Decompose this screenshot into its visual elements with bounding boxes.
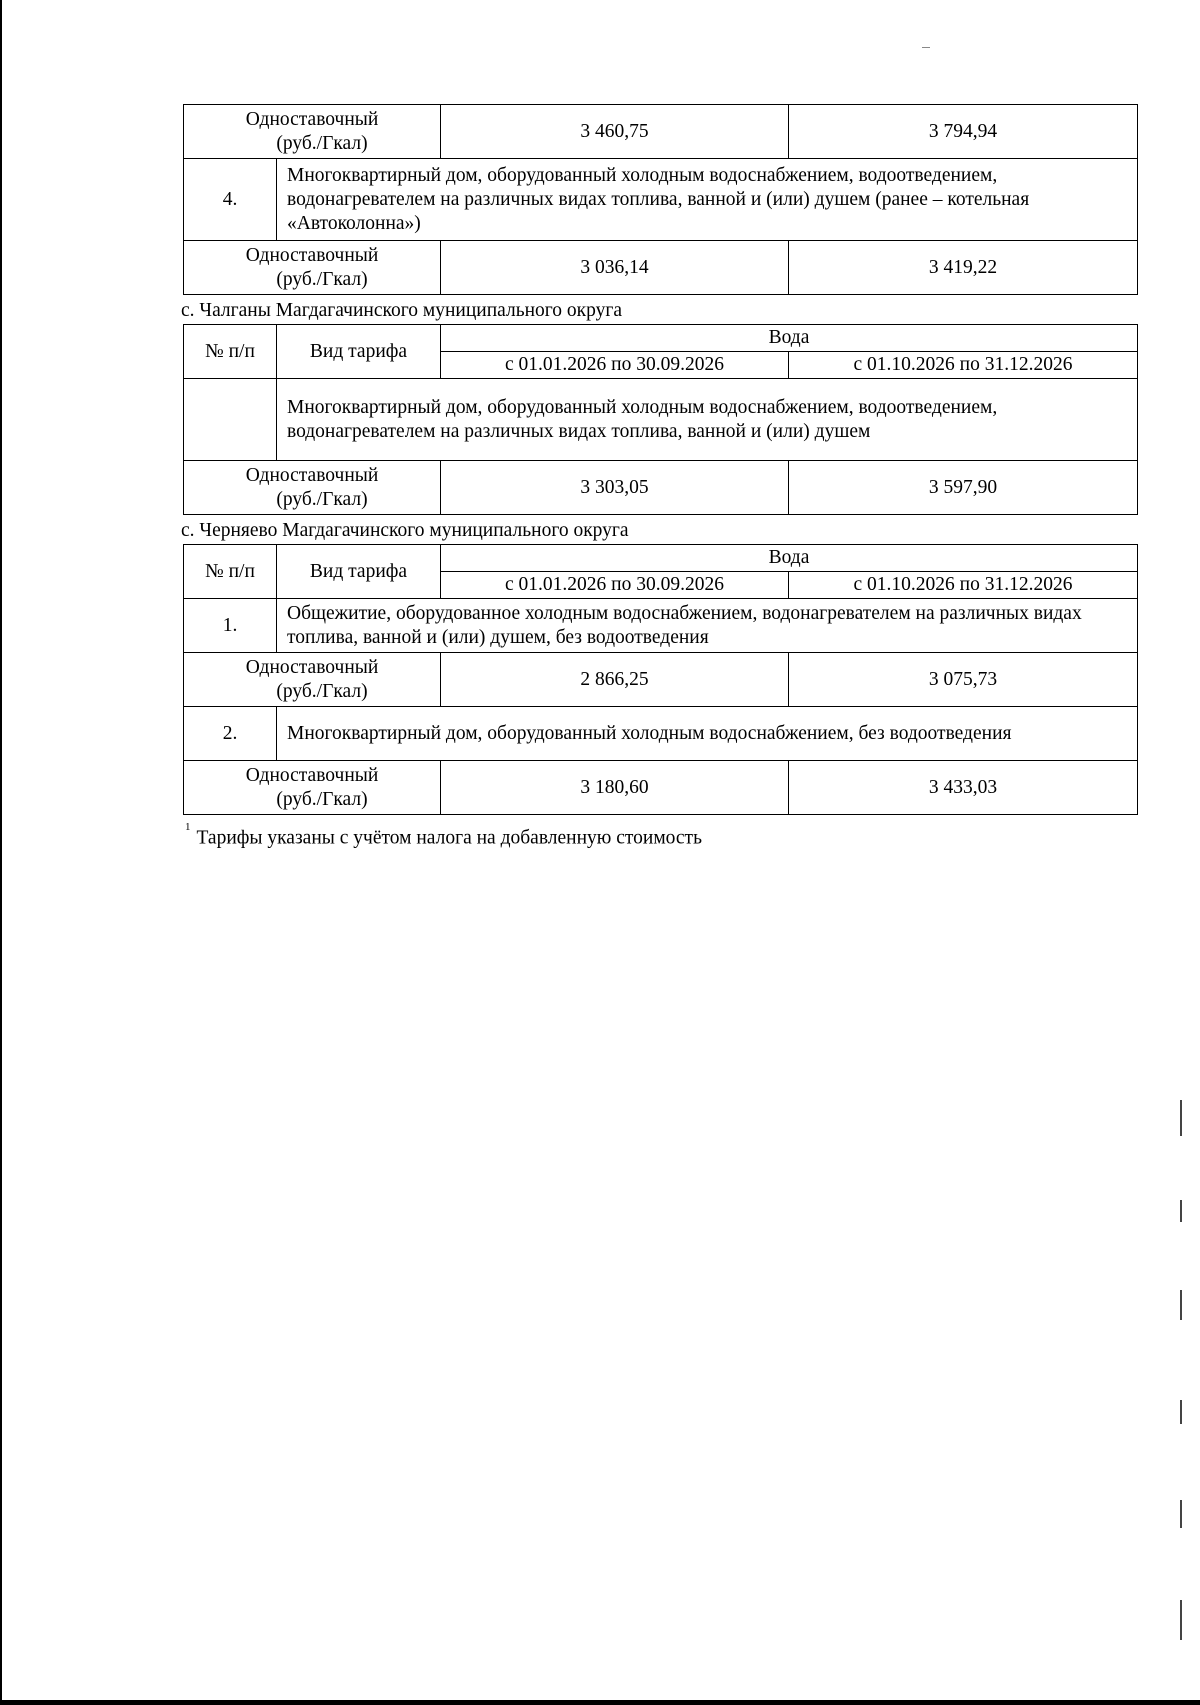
tariff-unit-label: (руб./Гкал)	[276, 788, 368, 810]
table-row	[184, 105, 1138, 159]
header-period2: с 01.10.2026 по 31.12.2026	[789, 572, 1138, 599]
footnote-marker: 1	[185, 821, 191, 833]
header-water: Вода	[441, 545, 1138, 572]
table-row	[184, 379, 1138, 461]
footnote-text: Тарифы указаны с учётом налога на добавленную стоимость	[196, 827, 702, 849]
tariff-value-period2: 3 433,03	[789, 761, 1138, 815]
tariff-value-period1: 3 036,14	[441, 241, 789, 295]
settlement-title: с. Чалганы Магдагачинского муниципального округа	[181, 300, 623, 321]
consumer-category: Общежитие, оборудованное холодным водоснабжением, водонагревателем на различных видах топлива, ванной и (или) душем, без водоотведения	[277, 599, 1138, 653]
tariff-type-label: Одноставочный	[245, 464, 379, 486]
header-period2: с 01.10.2026 по 31.12.2026	[789, 352, 1138, 379]
scan-edge-mark	[1180, 1290, 1182, 1320]
consumer-category: Многоквартирный дом, оборудованный холодным водоснабжением, водоотведением, водонагревателем на различных видах топлива, ванной и (или) душем	[277, 379, 1138, 461]
tariff-type-cell	[184, 761, 441, 815]
row-number	[184, 379, 277, 461]
scan-edge-mark	[1180, 1100, 1182, 1136]
table-header-row	[184, 545, 1138, 572]
tariff-type-cell	[184, 105, 441, 159]
tariff-type-cell	[184, 461, 441, 515]
row-number: 4.	[184, 159, 277, 241]
tariff-type-label: Одноставочный	[245, 656, 379, 678]
table-row	[184, 761, 1138, 815]
header-number: № п/п	[184, 325, 277, 379]
tariff-value-period2: 3 075,73	[789, 653, 1138, 707]
tariff-type-label: Одноставочный	[245, 108, 379, 130]
table-row	[184, 599, 1138, 653]
tariff-unit-label: (руб./Гкал)	[276, 132, 368, 154]
tariff-value-period1: 3 180,60	[441, 761, 789, 815]
scan-speck	[922, 47, 930, 48]
table-row	[184, 159, 1138, 241]
scan-edge-mark	[1180, 1200, 1182, 1222]
header-tariff-kind: Вид тарифа	[277, 325, 441, 379]
header-number: № п/п	[184, 545, 277, 599]
tariff-value-period2: 3 794,94	[789, 105, 1138, 159]
row-number: 2.	[184, 707, 277, 761]
tariff-type-label: Одноставочный	[245, 244, 379, 266]
tariff-unit-label: (руб./Гкал)	[276, 488, 368, 510]
tariff-type-cell	[184, 653, 441, 707]
tariff-value-period1: 2 866,25	[441, 653, 789, 707]
row-number: 1.	[184, 599, 277, 653]
tariff-unit-label: (руб./Гкал)	[276, 268, 368, 290]
table-row	[184, 653, 1138, 707]
consumer-category: Многоквартирный дом, оборудованный холодным водоснабжением, без водоотведения	[277, 707, 1138, 761]
footnote	[185, 822, 702, 850]
tariff-table-chernyaevo	[183, 544, 1138, 815]
header-period1: с 01.01.2026 по 30.09.2026	[441, 572, 789, 599]
header-water: Вода	[441, 325, 1138, 352]
scan-edge-mark	[1180, 1500, 1182, 1528]
table-row	[184, 707, 1138, 761]
tariff-type-label: Одноставочный	[245, 764, 379, 786]
settlement-title: с. Черняево Магдагачинского муниципального округа	[181, 520, 629, 541]
tariff-type-cell	[184, 241, 441, 295]
scan-edge-mark	[1180, 1600, 1182, 1640]
tariff-table-chalgany	[183, 324, 1138, 515]
scan-edge-mark	[1180, 1400, 1182, 1424]
header-period1: с 01.01.2026 по 30.09.2026	[441, 352, 789, 379]
table-row	[184, 241, 1138, 295]
tariff-unit-label: (руб./Гкал)	[276, 680, 368, 702]
tariff-value-period2: 3 419,22	[789, 241, 1138, 295]
tariff-value-period2: 3 597,90	[789, 461, 1138, 515]
consumer-category: Многоквартирный дом, оборудованный холодным водоснабжением, водоотведением, водонагревателем на различных видах топлива, ванной и (или) душем (ранее – котельная «Автоколонна»)	[277, 159, 1138, 241]
header-tariff-kind: Вид тарифа	[277, 545, 441, 599]
table-row	[184, 461, 1138, 515]
tariff-value-period1: 3 460,75	[441, 105, 789, 159]
tariff-value-period1: 3 303,05	[441, 461, 789, 515]
table-header-row	[184, 325, 1138, 352]
tariff-table-continuation	[183, 104, 1138, 295]
scan-left-border	[0, 0, 2, 1705]
scan-bottom-border	[0, 1700, 1200, 1705]
